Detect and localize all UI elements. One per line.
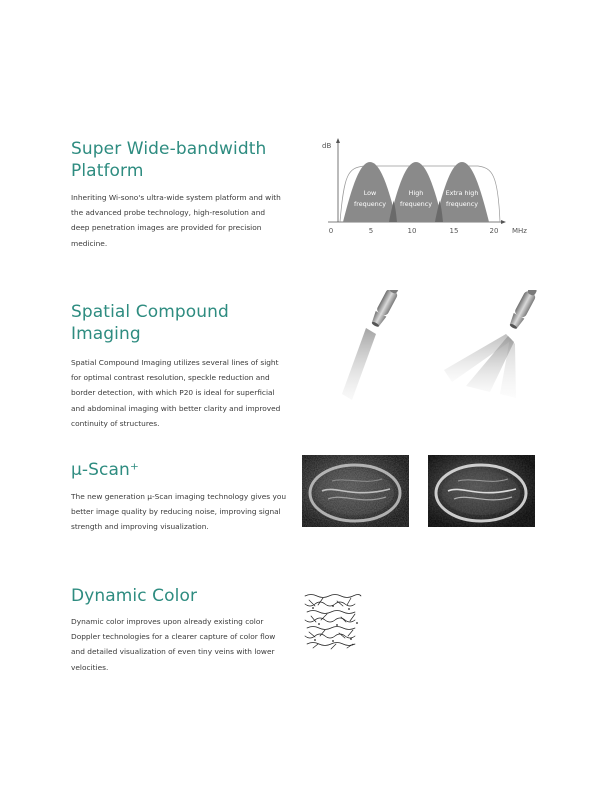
desc-line: strength and improving visualization. [71,522,209,532]
desc-line: Doppler technologies for a clearer capture of color flow [71,632,276,642]
desc-line: continuity of structures. [71,418,160,428]
single-beam [342,328,376,400]
title-line: Dynamic Color [71,586,198,606]
desc-line: velocities. [71,662,109,672]
section-description [71,355,291,431]
band-label: frequency [399,200,433,208]
band-label: High [408,189,424,197]
frequency-band-diagram [316,134,536,238]
desc-line: Inheriting Wi-sono's ultra-wide system platform and with [71,193,281,202]
desc-line: and abdominal imaging with better clarity and improved [71,403,281,413]
desc-line: the advanced probe technology, high-resolution and [71,208,266,218]
ultrasound-probe-icon [342,290,401,400]
section-spatial-compound [71,301,291,431]
band-label: frequency [353,200,387,208]
desc-line: for optimal contrast resolution, speckle reduction and [71,373,270,383]
section-title [71,138,291,182]
section-dynamic-color [71,585,291,675]
x-axis-unit: MHz [512,227,527,235]
ultrasound-probe-icon [444,290,539,398]
y-axis-arrow [336,138,340,143]
desc-line: and detailed visualization of even tiny veins with lower [71,647,275,657]
section-title [71,585,291,607]
title-line: Super Wide-bandwidth [71,139,267,159]
desc-line: Dynamic color improves upon already existing color [71,617,264,626]
title-line: Platform [71,161,144,181]
x-tick-label: 5 [368,227,374,235]
desc-line: better image quality by reducing noise, improving signal [71,507,281,517]
y-axis-unit: dB [322,142,332,150]
x-tick-label: 15 [449,227,459,235]
section-wide-bandwidth [71,138,291,251]
flow-vectors-icon [303,592,363,652]
section-description [71,489,291,535]
section-description [71,190,291,251]
spatial-compound-illustration [340,290,550,400]
x-axis-arrow [501,220,506,224]
band-label: Low [363,189,377,197]
x-tick-label: 20 [489,227,499,235]
x-tick-label: 10 [407,227,417,235]
section-title [71,301,291,345]
band-label: frequency [445,200,479,208]
section-title [71,459,291,481]
desc-line: The new generation µ-Scan imaging technology gives you [71,492,287,501]
section-mu-scan [71,459,291,535]
title-line: µ-Scan⁺ [71,460,139,480]
desc-line: deep penetration images are provided for precision [71,223,262,233]
desc-line: Spatial Compound Imaging utilizes several lines of sight [71,358,279,367]
ultrasound-image-before [302,455,409,527]
ultrasound-image-after [428,455,535,527]
desc-line: border detection, with which P20 is ideal for superficial [71,388,275,398]
x-tick-label: 0 [328,227,334,235]
title-line: Spatial Compound Imaging [71,302,229,344]
section-description [71,614,291,675]
band-label: Extra high [445,189,479,197]
desc-line: medicine. [71,238,108,248]
